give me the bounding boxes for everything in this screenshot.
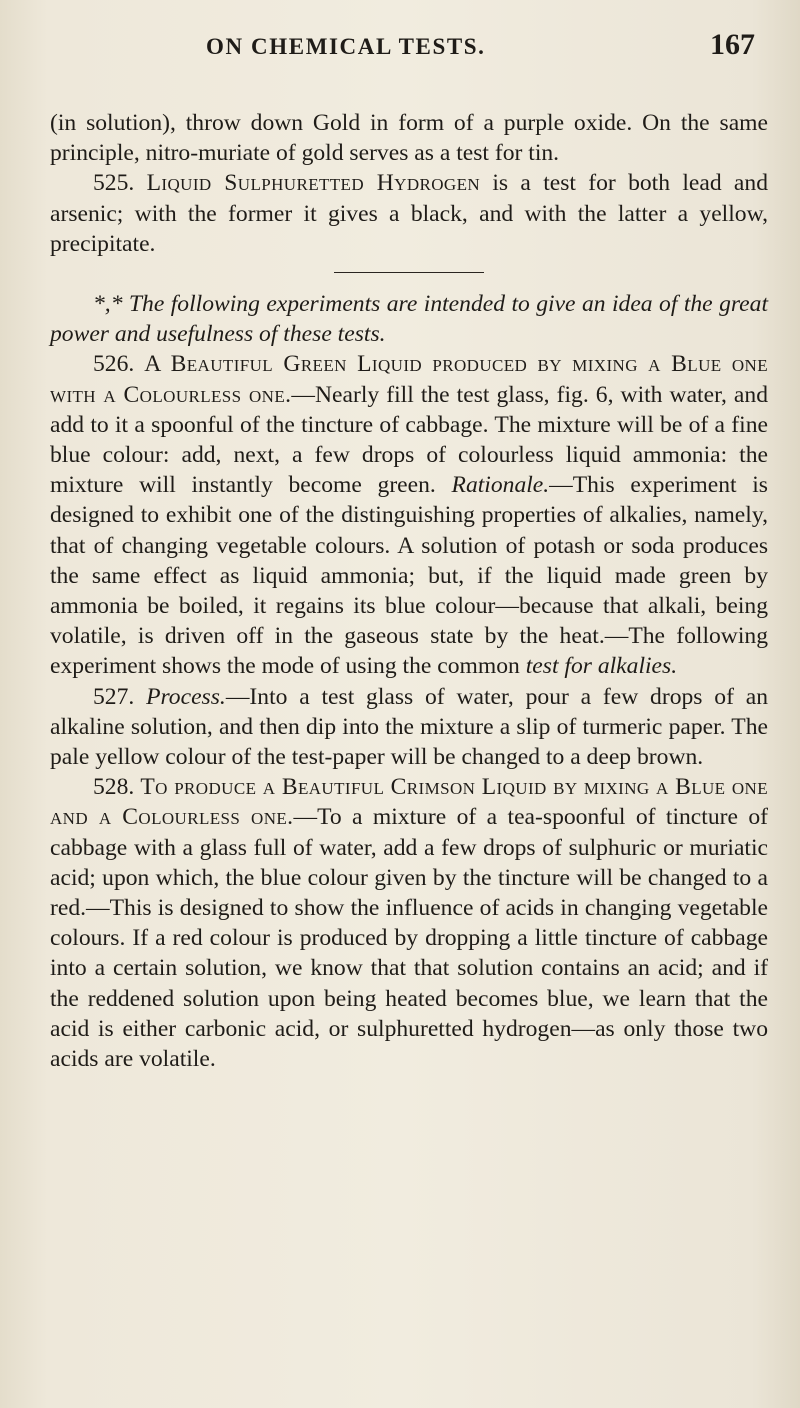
editorial-note [50,289,768,349]
paragraph-continued [50,108,768,168]
paragraph-527-label: Process. [146,683,226,710]
rationale-label: Rationale. [451,472,550,499]
running-head: ON CHEMICAL TESTS. [206,34,486,59]
paragraph-528-number: 528. [93,774,135,801]
paragraph-526-text-2: —This experiment is designed to exhibit one of the distinguishing properties of alkalies, namely, that of changing vegetable colours. A solution of potash or soda produces the same effect as liquid ammonia; but, if the liquid made green by ammonia be boiled, it regains its blue colour—because that alkali, being volatile, is driven off in the gaseous state by the heat.—The following experiment shows the mode of using the common [50,472,768,680]
paragraph-525-text: is a test for both lead and arsenic; with the former it gives a black, and with the latter a yellow, precipitate. [50,170,768,257]
paragraph-526 [50,349,768,681]
paragraph-526-text-1: —Nearly fill the test glass, fig. 6, with water, and add to it a spoonful of the tincture of cabbage. The mixture will be of a fine blue colour: add, next, a few drops of colourless liquid ammonia: the mixture will instantly become green. [50,381,768,499]
page-header [0,28,800,68]
paragraph-525-number: 525. [93,170,135,197]
paragraph-526-heading: A Beautiful Green Liquid produced by mixing a Blue one with a Colourless one. [50,351,768,408]
paragraph-528 [50,772,768,1074]
page-number: 167 [710,28,755,61]
editorial-note-text: The following experiments are intended to give an idea of the great power and usefulness of these tests. [50,291,768,348]
paragraph-527 [50,682,768,773]
paragraph-525-heading: Liquid Sulphuretted Hydrogen [146,170,481,197]
section-divider [334,272,484,273]
paragraph-526-number: 526. [93,351,135,378]
test-for-alkalies: test for alkalies. [525,653,678,680]
paragraph-527-text: —Into a test glass of water, pour a few drops of an alkaline solution, and then dip into the mixture a slip of turmeric paper. The pale yellow colour of the test-paper will be changed to a deep brown. [50,683,768,771]
paragraph-528-text: —To a mixture of a tea-spoonful of tincture of cabbage with a glass full of water, add a few drops of sulphuric or muriatic acid; upon which, the blue colour given by the tincture will be changed to a red.—This is designed to show the influence of acids in changing vegetable colours. If a red colour is produced by dropping a little tincture of cabbage into a certain solution, we know that that solution contains an acid; and if the reddened solution upon being heated becomes blue, we learn that the acid is either carbonic acid, or sulphuretted hydrogen—as only those two acids are volatile. [50,804,768,1073]
paragraph-528-heading: To produce a Beautiful Crimson Liquid by mixing a Blue one and a Colourless one. [50,774,769,831]
editorial-note-marker: *,* [93,291,123,318]
paragraph-525 [50,168,768,259]
body-text [50,108,768,1074]
paragraph-continued-text: (in solution), throw down Gold in form of a purple oxide. On the same principle, nitro-muriate of gold serves as a test for tin. [50,110,768,167]
paragraph-527-number: 527. [93,683,135,710]
